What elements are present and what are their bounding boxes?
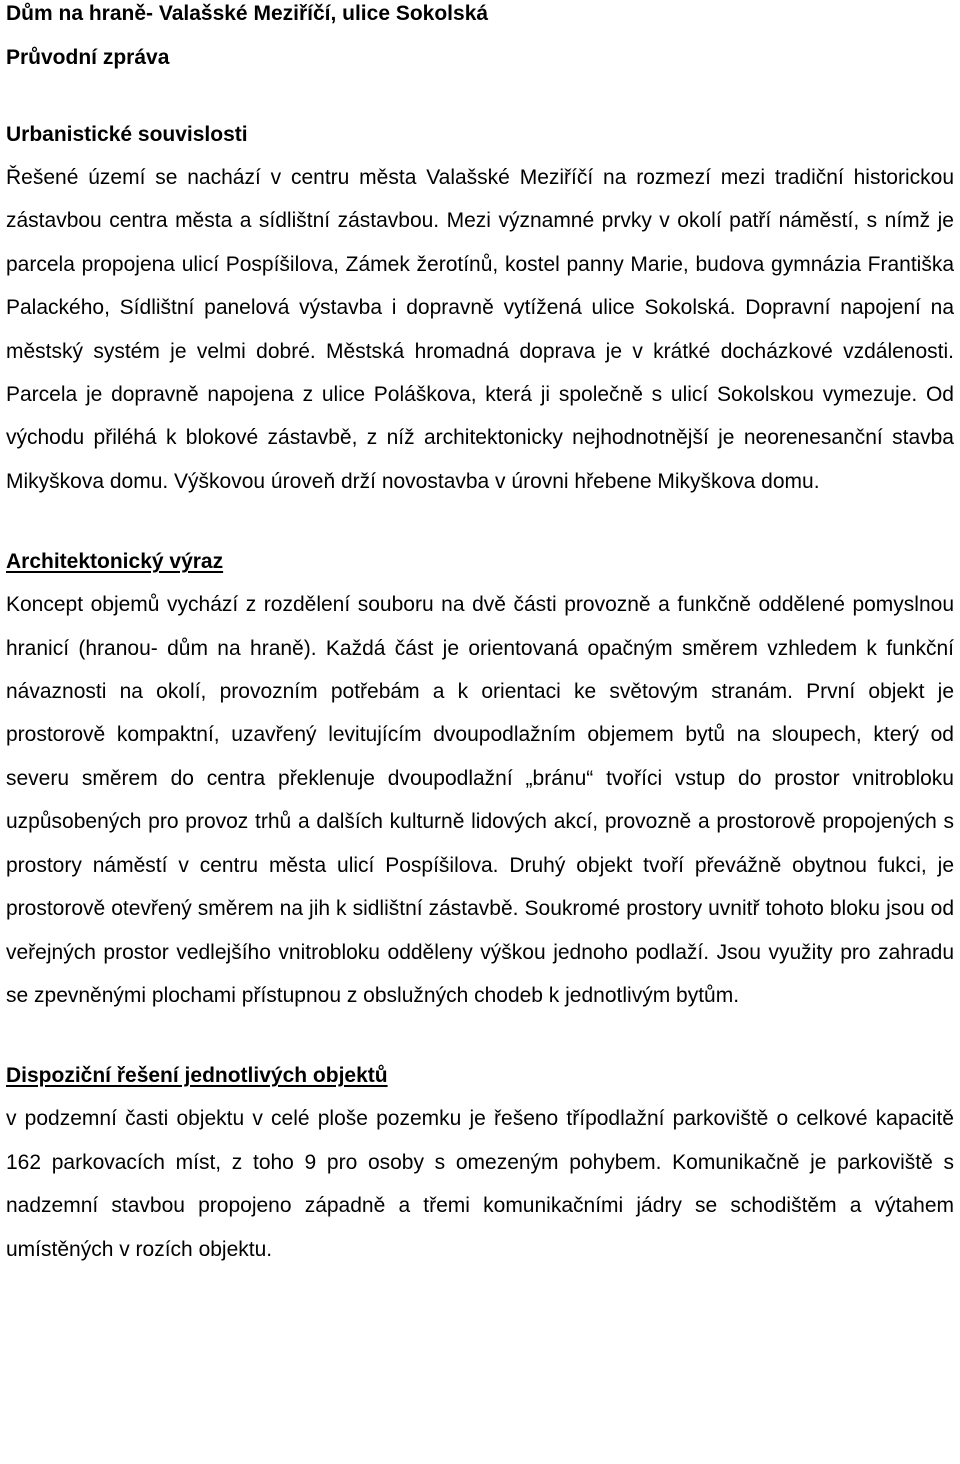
document-title: Dům na hraně- Valašské Meziříčí, ulice Sokolská: [6, 2, 489, 25]
section-heading-architecture: Architektonický výraz: [6, 550, 224, 574]
section-heading-layout: Dispoziční řešení jednotlivých objektů: [6, 1064, 388, 1088]
section-text-urbanism: Řešené území se nachází v centru města Valašské Meziříčí na rozmezí mezi tradiční historickou zástavbou centra města a sídlištní zástavbou. Mezi významné prvky v okolí patří náměstí, s nímž je parcela propojena ulicí Pospíšilova, Zámek žerotínů, kostel panny Marie, budova gymnázia Františka Palackého, Sídlištní panelová výstavba i dopravně vytížená ulice Sokolská. Dopravní napojení na městský systém je velmi dobré. Městská hromadná doprava je v krátké docházkové vzdálenosti. Parcela je dopravně napojena z ulice Poláškova, která ji společně s ulicí Sokolskou vymezuje. Od východu přiléhá k blokové zástavbě, z níž architektonicky nejhodnotnější je neorenesanční stavba Mikyškova domu. Výškovou úroveň drží novostavba v úrovni hřebene Mikyškova domu.: [6, 166, 954, 493]
document-subtitle: Průvodní zpráva: [6, 46, 170, 69]
section-heading-urbanism: Urbanistické souvislosti: [6, 123, 248, 146]
section-text-architecture: Koncept objemů vychází z rozdělení souboru na dvě části provozně a funkčně oddělené pomyslnou hranicí (hranou- dům na hraně). Každá část je orientovaná opačným směrem vzhledem k funkční návaznosti na okolí, provozním potřebám a k orientaci ke světovým stranám. První objekt je prostorově kompaktní, uzavřený levitujícím dvoupodlažním objemem bytů na sloupech, který od severu směrem do centra překlenuje dvoupodlažní „bránu“ tvoříci vstup do prostor vnitrobloku uzpůsobených pro provoz trhů a dalších kulturně lidových akcí, provozně a prostorově propojených s prostory náměstí v centru města ulicí Pospíšilova. Druhý objekt tvoří převážně obytnou fukci, je prostorově otevřený směrem na jih k sidlištní zástavbě. Soukromé prostory uvnitř tohoto bloku jsou od veřejných prostor vedlejšího vnitrobloku odděleny výškou jednoho podlaží. Jsou využity pro zahradu se zpevněnými plochami přístupnou z obslužných chodeb k jednotlivým bytům.: [6, 593, 954, 1007]
section-text-layout: v podzemní časti objektu v celé ploše pozemku je řešeno třípodlažní parkoviště o celkové kapacitě 162 parkovacích míst, z toho 9 pro osoby s omezeným pohybem. Komunikačně je parkoviště s nadzemní stavbou propojeno západně a třemi komunikačními jádry se schodištěm a výtahem umístěných v rozích objektu.: [6, 1107, 954, 1261]
